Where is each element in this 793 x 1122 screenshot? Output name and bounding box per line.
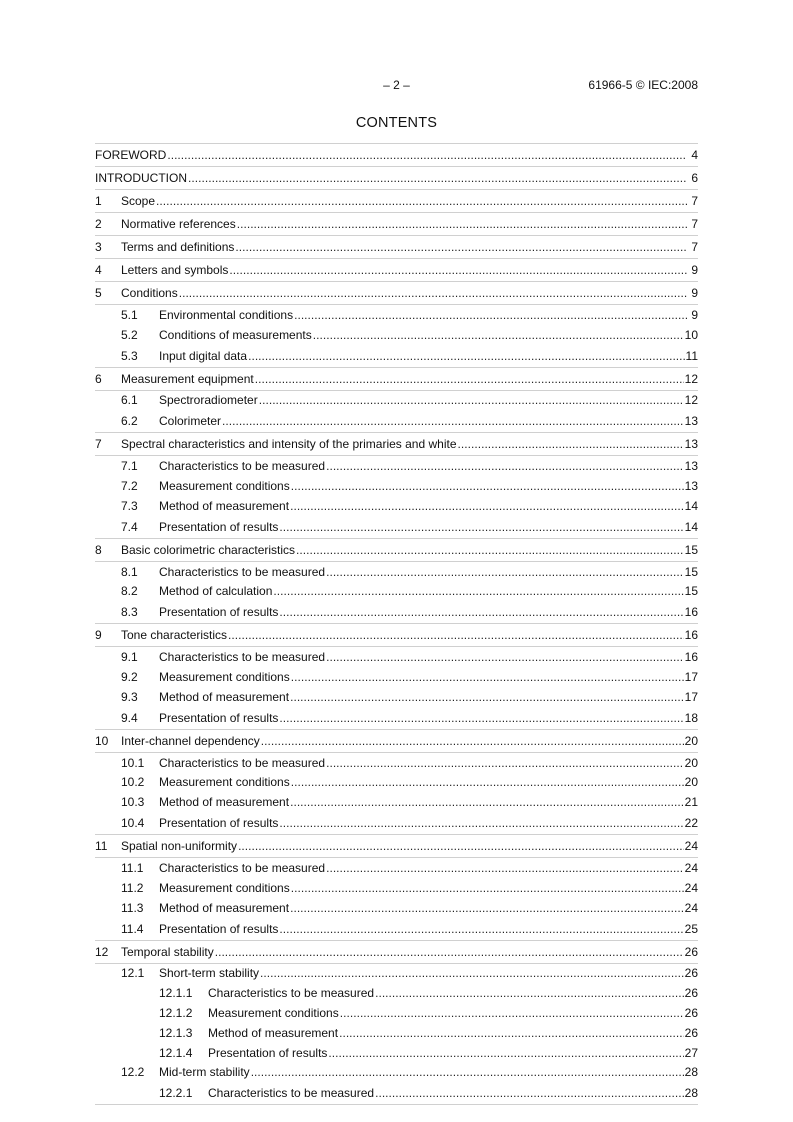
- toc-entry-page: 14: [684, 498, 698, 513]
- toc-entry-number: 11.1: [121, 861, 144, 876]
- toc-dot-leader: [255, 372, 684, 386]
- toc-entry-title: Basic colorimetric characteristics: [121, 542, 296, 557]
- toc-dot-leader: [179, 286, 687, 300]
- toc-dot-leader: [237, 217, 687, 231]
- toc-entry[interactable]: [95, 687, 698, 707]
- toc-entry-number: 2: [95, 217, 102, 231]
- toc-entry-page: 7: [691, 217, 698, 231]
- toc-entry-number: 9.2: [121, 670, 138, 685]
- toc-entry-number: 9.3: [121, 689, 138, 704]
- toc-entry-page: 28: [684, 1086, 698, 1101]
- toc-entry-title: INTRODUCTION: [95, 171, 187, 185]
- toc-entry-page: 11: [685, 348, 698, 363]
- toc-entry[interactable]: [95, 1082, 698, 1105]
- toc-dot-leader: [251, 1065, 684, 1079]
- toc-entry-page: 15: [684, 564, 698, 579]
- toc-entry-title: Scope: [121, 194, 156, 208]
- toc-entry[interactable]: [95, 730, 698, 753]
- toc-entry[interactable]: [95, 282, 698, 305]
- toc-entry-number: 12.1: [121, 966, 145, 981]
- toc-dot-leader: [279, 605, 683, 619]
- toc-dot-leader: [291, 670, 684, 684]
- toc-entry-number: 9.4: [121, 710, 138, 725]
- toc-entry-number: 9: [95, 628, 102, 643]
- toc-entry[interactable]: [95, 562, 698, 582]
- toc-entry-number: 7.1: [121, 459, 138, 474]
- toc-entry-title: Terms and definitions: [121, 240, 235, 254]
- toc-entry-number: 10: [95, 733, 109, 748]
- toc-entry-page: 9: [691, 263, 698, 277]
- toc-entry-number: 12: [95, 944, 109, 959]
- toc-entry-title: Tone characteristics: [121, 628, 228, 643]
- toc-dot-leader: [339, 1026, 684, 1040]
- toc-entry-number: 6.1: [121, 393, 138, 408]
- toc-entry-title: Spectroradiometer: [159, 393, 258, 408]
- toc-entry[interactable]: [95, 624, 698, 647]
- toc-entry-number: 12.1.3: [159, 1025, 193, 1040]
- toc-entry-page: 24: [684, 900, 698, 915]
- toc-entry-page: 14: [684, 519, 698, 534]
- toc-entry-page: 20: [684, 755, 698, 770]
- toc-entry-page: 7: [691, 240, 698, 254]
- toc-entry-page: 13: [684, 479, 698, 494]
- toc-entry-title: Spectral characteristics and intensity of the primaries and white: [121, 437, 457, 452]
- toc-entry-page: 27: [684, 1045, 698, 1060]
- toc-dot-leader: [326, 459, 684, 473]
- toc-dot-leader: [279, 922, 683, 936]
- toc-entry-number: 5.1: [121, 307, 138, 322]
- toc-dot-leader: [188, 171, 687, 185]
- toc-entry-title: Measurement conditions: [159, 775, 290, 790]
- toc-entry-title: Inter-channel dependency: [121, 733, 260, 748]
- toc-entry-page: 13: [684, 414, 698, 429]
- toc-entry-page: 26: [684, 1025, 698, 1040]
- toc-entry-title: Method of measurement: [159, 900, 290, 915]
- toc-dot-leader: [290, 690, 684, 704]
- toc-entry-title: Presentation of results: [159, 605, 279, 620]
- toc-entry-number: 5.2: [121, 327, 138, 342]
- toc-dot-leader: [290, 795, 684, 809]
- toc-entry-title: Measurement equipment: [121, 371, 254, 386]
- toc-entry-number: 11.4: [121, 921, 144, 936]
- toc-entry-number: 10.3: [121, 795, 145, 810]
- toc-entry-title: Colorimeter: [159, 414, 222, 429]
- toc-entry-page: 25: [684, 921, 698, 936]
- toc-entry-page: 18: [684, 710, 698, 725]
- toc-entry-number: 7.4: [121, 519, 138, 534]
- toc-entry[interactable]: [95, 143, 698, 167]
- toc-dot-leader: [375, 1086, 684, 1100]
- toc-entry-page: 24: [684, 861, 698, 876]
- toc-entry-title: Normative references: [121, 217, 236, 231]
- toc-entry-title: Measurement conditions: [208, 1006, 339, 1021]
- toc-entry-title: FOREWORD: [95, 148, 167, 162]
- page-number: – 2 –: [383, 78, 410, 92]
- toc-dot-leader: [238, 839, 684, 853]
- toc-dot-leader: [229, 263, 687, 277]
- toc-entry[interactable]: [95, 368, 698, 391]
- toc-entry-number: 5.3: [121, 348, 138, 363]
- toc-entry-title: Presentation of results: [159, 710, 279, 725]
- toc-entry-page: 16: [684, 628, 698, 643]
- toc-entry-title: Method of measurement: [159, 689, 290, 704]
- toc-dot-leader: [458, 437, 684, 451]
- toc-dot-leader: [235, 240, 687, 254]
- toc-entry-title: Conditions: [121, 286, 178, 300]
- toc-entry-page: 13: [684, 437, 698, 452]
- toc-entry[interactable]: [95, 539, 698, 562]
- toc-entry-number: 5: [95, 286, 102, 300]
- toc-dot-leader: [290, 499, 684, 513]
- toc-entry-number: 12.2.1: [159, 1086, 193, 1101]
- toc-entry-title: Short-term stability: [159, 966, 260, 981]
- toc-entry-title: Temporal stability: [121, 944, 214, 959]
- toc-entry-number: 6: [95, 371, 102, 386]
- toc-entry-number: 7.3: [121, 498, 138, 513]
- toc-entry[interactable]: [95, 1063, 698, 1083]
- toc-entry[interactable]: [95, 496, 698, 516]
- toc-entry-number: 7.2: [121, 479, 138, 494]
- toc-entry[interactable]: [95, 582, 698, 602]
- toc-entry[interactable]: [95, 190, 698, 213]
- toc-dot-leader: [328, 1046, 683, 1060]
- toc-dot-leader: [279, 520, 683, 534]
- toc-entry[interactable]: [95, 941, 698, 964]
- toc-entry-number: 12.1.1: [159, 986, 193, 1001]
- toc-dot-leader: [326, 565, 684, 579]
- toc-entry[interactable]: [95, 878, 698, 898]
- toc-entry[interactable]: [95, 259, 698, 282]
- toc-entry-page: 26: [684, 966, 698, 981]
- toc-entry-page: 24: [684, 880, 698, 895]
- toc-entry-title: Measurement conditions: [159, 479, 290, 494]
- toc-entry-title: Input digital data: [159, 348, 248, 363]
- toc-dot-leader: [279, 711, 683, 725]
- toc-entry-page: 17: [684, 689, 698, 704]
- toc-entry[interactable]: [95, 167, 698, 190]
- toc-entry[interactable]: [95, 792, 698, 812]
- toc-dot-leader: [273, 584, 683, 598]
- toc-entry[interactable]: [95, 345, 698, 368]
- toc-entry-number: 10.1: [121, 755, 145, 770]
- toc-dot-leader: [167, 148, 687, 162]
- toc-entry-page: 12: [684, 371, 698, 386]
- toc-entry-title: Method of measurement: [159, 498, 290, 513]
- toc-entry-title: Spatial non-uniformity: [121, 839, 238, 854]
- toc-entry-page: 22: [684, 816, 698, 831]
- toc-entry[interactable]: [95, 753, 698, 773]
- toc-entry[interactable]: [95, 707, 698, 730]
- toc-entry-title: Letters and symbols: [121, 263, 229, 277]
- toc-dot-leader: [260, 966, 684, 980]
- toc-entry-number: 7: [95, 437, 102, 452]
- toc-dot-leader: [248, 349, 684, 363]
- toc-dot-leader: [291, 479, 684, 493]
- toc-entry-title: Conditions of measurements: [159, 327, 312, 342]
- toc-entry-number: 11.3: [121, 900, 144, 915]
- toc-dot-leader: [326, 650, 684, 664]
- toc-entry[interactable]: [95, 476, 698, 496]
- toc-entry-page: 24: [684, 839, 698, 854]
- toc-entry-title: Measurement conditions: [159, 670, 290, 685]
- toc-entry-number: 4: [95, 263, 102, 277]
- toc-dot-leader: [215, 945, 684, 959]
- toc-entry-title: Environmental conditions: [159, 307, 294, 322]
- document-id: 61966-5 © IEC:2008: [588, 78, 698, 92]
- toc-entry-title: Characteristics to be measured: [208, 986, 375, 1001]
- toc-entry[interactable]: [95, 918, 698, 941]
- toc-entry[interactable]: [95, 433, 698, 456]
- toc-entry-number: 3: [95, 240, 102, 254]
- toc-entry-title: Measurement conditions: [159, 880, 290, 895]
- toc-entry-page: 20: [684, 733, 698, 748]
- toc-dot-leader: [228, 628, 684, 642]
- toc-dot-leader: [313, 328, 684, 342]
- toc-entry[interactable]: [95, 983, 698, 1003]
- toc-entry-title: Characteristics to be measured: [159, 755, 326, 770]
- toc-entry-title: Characteristics to be measured: [159, 564, 326, 579]
- toc-entry-page: 28: [684, 1065, 698, 1080]
- toc-entry-title: Characteristics to be measured: [159, 861, 326, 876]
- toc-entry[interactable]: [95, 1043, 698, 1063]
- toc-entry-page: 21: [684, 795, 698, 810]
- toc-entry-number: 12.1.2: [159, 1006, 193, 1021]
- toc-entry-page: 13: [684, 459, 698, 474]
- toc-entry-page: 26: [684, 1006, 698, 1021]
- toc-entry-page: 12: [684, 393, 698, 408]
- toc-entry[interactable]: [95, 1023, 698, 1043]
- toc-entry-page: 6: [691, 171, 698, 185]
- toc-dot-leader: [326, 756, 684, 770]
- toc-entry-page: 9: [691, 286, 698, 300]
- toc-entry-page: 16: [684, 605, 698, 620]
- toc-entry-title: Presentation of results: [159, 519, 279, 534]
- toc-entry[interactable]: [95, 601, 698, 624]
- toc-entry[interactable]: [95, 516, 698, 539]
- toc-dot-leader: [222, 414, 684, 428]
- toc-entry[interactable]: [95, 964, 698, 984]
- toc-entry-page: 15: [684, 542, 698, 557]
- toc-entry[interactable]: [95, 812, 698, 835]
- toc-entry-title: Mid-term stability: [159, 1065, 250, 1080]
- toc-entry-title: Presentation of results: [208, 1045, 328, 1060]
- toc-entry-page: 17: [684, 670, 698, 685]
- toc-dot-leader: [375, 986, 684, 1000]
- toc-entry[interactable]: [95, 667, 698, 687]
- toc-entry-page: 4: [691, 148, 698, 162]
- toc-entry-page: 26: [684, 944, 698, 959]
- toc-dot-leader: [326, 861, 684, 875]
- toc-entry-number: 1: [95, 194, 102, 208]
- toc-entry[interactable]: [95, 410, 698, 433]
- toc-dot-leader: [340, 1006, 684, 1020]
- toc-dot-leader: [291, 775, 684, 789]
- toc-entry[interactable]: [95, 456, 698, 476]
- toc-entry-number: 8.3: [121, 605, 138, 620]
- toc-entry[interactable]: [95, 773, 698, 793]
- contents-title: CONTENTS: [355, 115, 438, 131]
- toc-entry[interactable]: [95, 391, 698, 411]
- toc-entry[interactable]: [95, 325, 698, 345]
- toc-dot-leader: [261, 734, 684, 748]
- toc-entry-number: 12.1.4: [159, 1045, 193, 1060]
- toc-entry[interactable]: [95, 647, 698, 667]
- toc-entry[interactable]: [95, 213, 698, 236]
- toc-dot-leader: [156, 194, 687, 208]
- toc-entry-title: Characteristics to be measured: [208, 1086, 375, 1101]
- page-header: [95, 78, 698, 94]
- toc-entry-page: 26: [684, 986, 698, 1001]
- toc-entry-title: Method of measurement: [159, 795, 290, 810]
- toc-entry-page: 15: [684, 584, 698, 599]
- toc-entry-page: 20: [684, 775, 698, 790]
- toc-entry-number: 11.2: [121, 880, 144, 895]
- toc-entry-number: 10.4: [121, 816, 145, 831]
- toc-entry[interactable]: [95, 858, 698, 878]
- toc-entry[interactable]: [95, 1003, 698, 1023]
- toc-entry-title: Characteristics to be measured: [159, 459, 326, 474]
- toc-entry-number: 6.2: [121, 414, 138, 429]
- toc-entry-title: Characteristics to be measured: [159, 650, 326, 665]
- toc-entry-title: Method of calculation: [159, 584, 273, 599]
- toc-entry[interactable]: [95, 898, 698, 918]
- toc-dot-leader: [296, 543, 684, 557]
- toc-entry-number: 8.1: [121, 564, 138, 579]
- toc-entry-number: 8.2: [121, 584, 138, 599]
- toc-entry-number: 10.2: [121, 775, 145, 790]
- toc-entry-title: Presentation of results: [159, 816, 279, 831]
- toc-entry-number: 9.1: [121, 650, 138, 665]
- toc-dot-leader: [291, 881, 684, 895]
- toc-entry[interactable]: [95, 835, 698, 858]
- toc-entry-title: Presentation of results: [159, 921, 279, 936]
- toc-dot-leader: [279, 816, 683, 830]
- toc-entry-number: 12.2: [121, 1065, 145, 1080]
- toc-entry-page: 9: [691, 307, 698, 322]
- table-of-contents: [95, 143, 698, 1105]
- toc-dot-leader: [259, 393, 684, 407]
- toc-entry[interactable]: [95, 236, 698, 259]
- toc-entry-page: 10: [684, 327, 698, 342]
- toc-entry-page: 16: [684, 650, 698, 665]
- toc-dot-leader: [294, 308, 687, 322]
- toc-entry-title: Method of measurement: [208, 1025, 339, 1040]
- toc-entry[interactable]: [95, 305, 698, 325]
- toc-dot-leader: [290, 901, 684, 915]
- toc-entry-number: 11: [95, 839, 108, 854]
- toc-entry-page: 7: [691, 194, 698, 208]
- toc-entry-number: 8: [95, 542, 102, 557]
